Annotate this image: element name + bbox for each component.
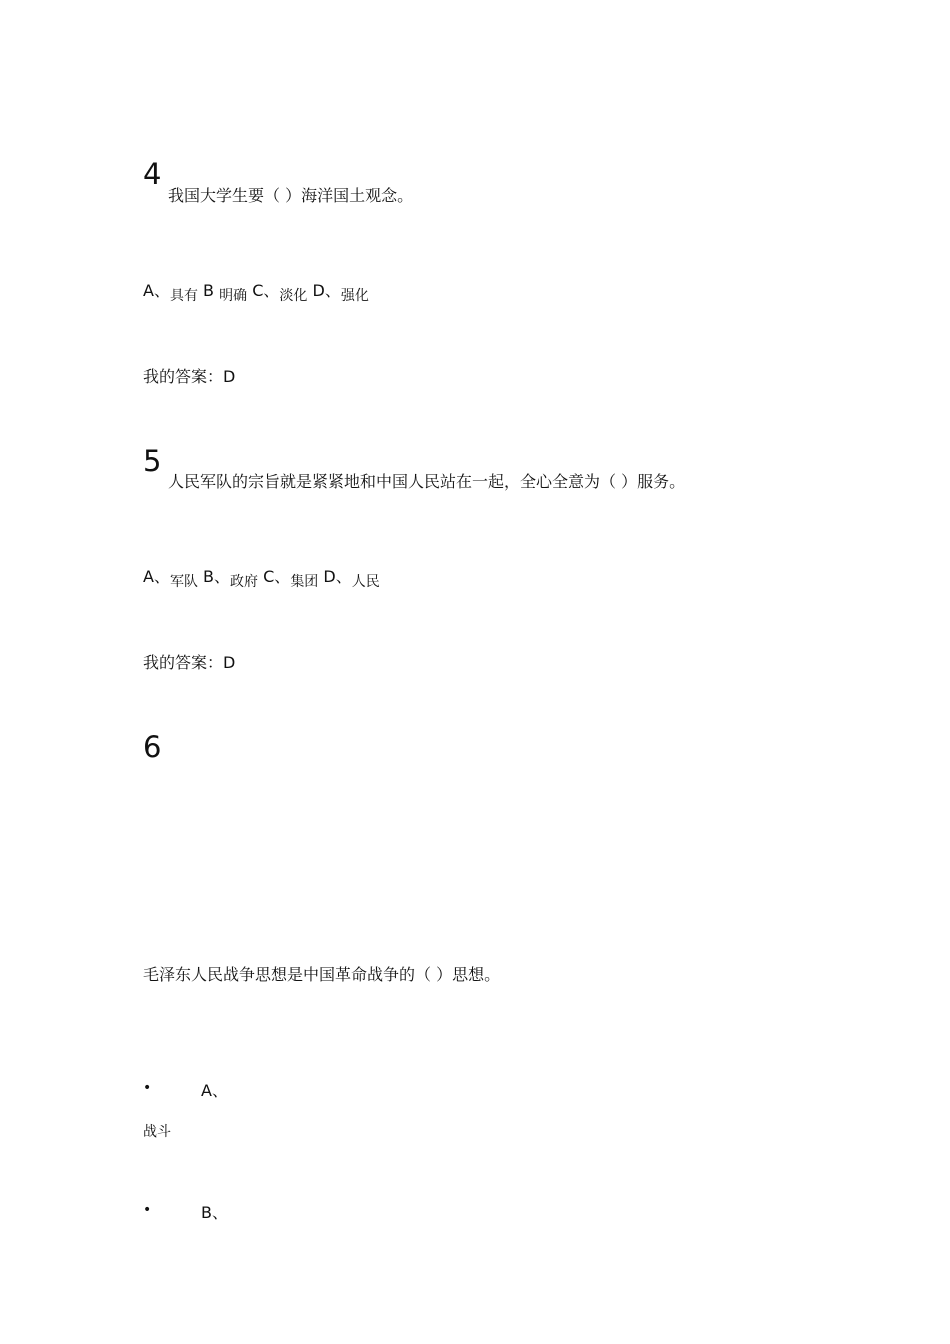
question-text: 我国大学生要（ ）海洋国土观念。 (168, 186, 414, 205)
option-text[interactable]: 军队 (169, 574, 198, 590)
my-answer: 我的答案：D (143, 653, 236, 672)
option-text[interactable]: 淡化 (279, 288, 308, 304)
option-letter[interactable]: A、 (201, 1081, 228, 1100)
question-text: 人民军队的宗旨就是紧紧地和中国人民站在一起，全心全意为（ ）服务。 (168, 472, 686, 491)
options-line (143, 278, 369, 304)
option-letter[interactable]: C、 (263, 567, 291, 586)
option-text[interactable]: 战斗 (143, 1124, 171, 1140)
question-number: 6 (143, 730, 162, 764)
option-letter[interactable]: A、 (143, 567, 170, 586)
option-letter[interactable]: D、 (323, 567, 352, 586)
option-text[interactable]: 集团 (290, 574, 319, 590)
option-letter[interactable]: B (203, 281, 215, 300)
option-letter[interactable]: D、 (312, 281, 341, 300)
question-number: 5 (143, 444, 162, 478)
question-text: 毛泽东人民战争思想是中国革命战争的（ ）思想。 (143, 965, 501, 984)
option-letter[interactable]: C、 (252, 281, 280, 300)
option-text[interactable]: 明确 (219, 288, 248, 304)
option-text[interactable]: 具有 (169, 288, 198, 304)
options-line (143, 564, 380, 590)
bullet-icon: • (143, 1080, 152, 1096)
option-text[interactable]: 政府 (230, 574, 259, 590)
option-text[interactable]: 强化 (340, 288, 369, 304)
option-letter[interactable]: B、 (203, 567, 231, 586)
my-answer: 我的答案：D (143, 367, 236, 386)
option-text[interactable]: 人民 (351, 574, 380, 590)
option-letter[interactable]: A、 (143, 281, 170, 300)
bullet-icon: • (143, 1202, 152, 1218)
option-letter[interactable]: B、 (201, 1203, 228, 1222)
question-number: 4 (143, 157, 162, 191)
